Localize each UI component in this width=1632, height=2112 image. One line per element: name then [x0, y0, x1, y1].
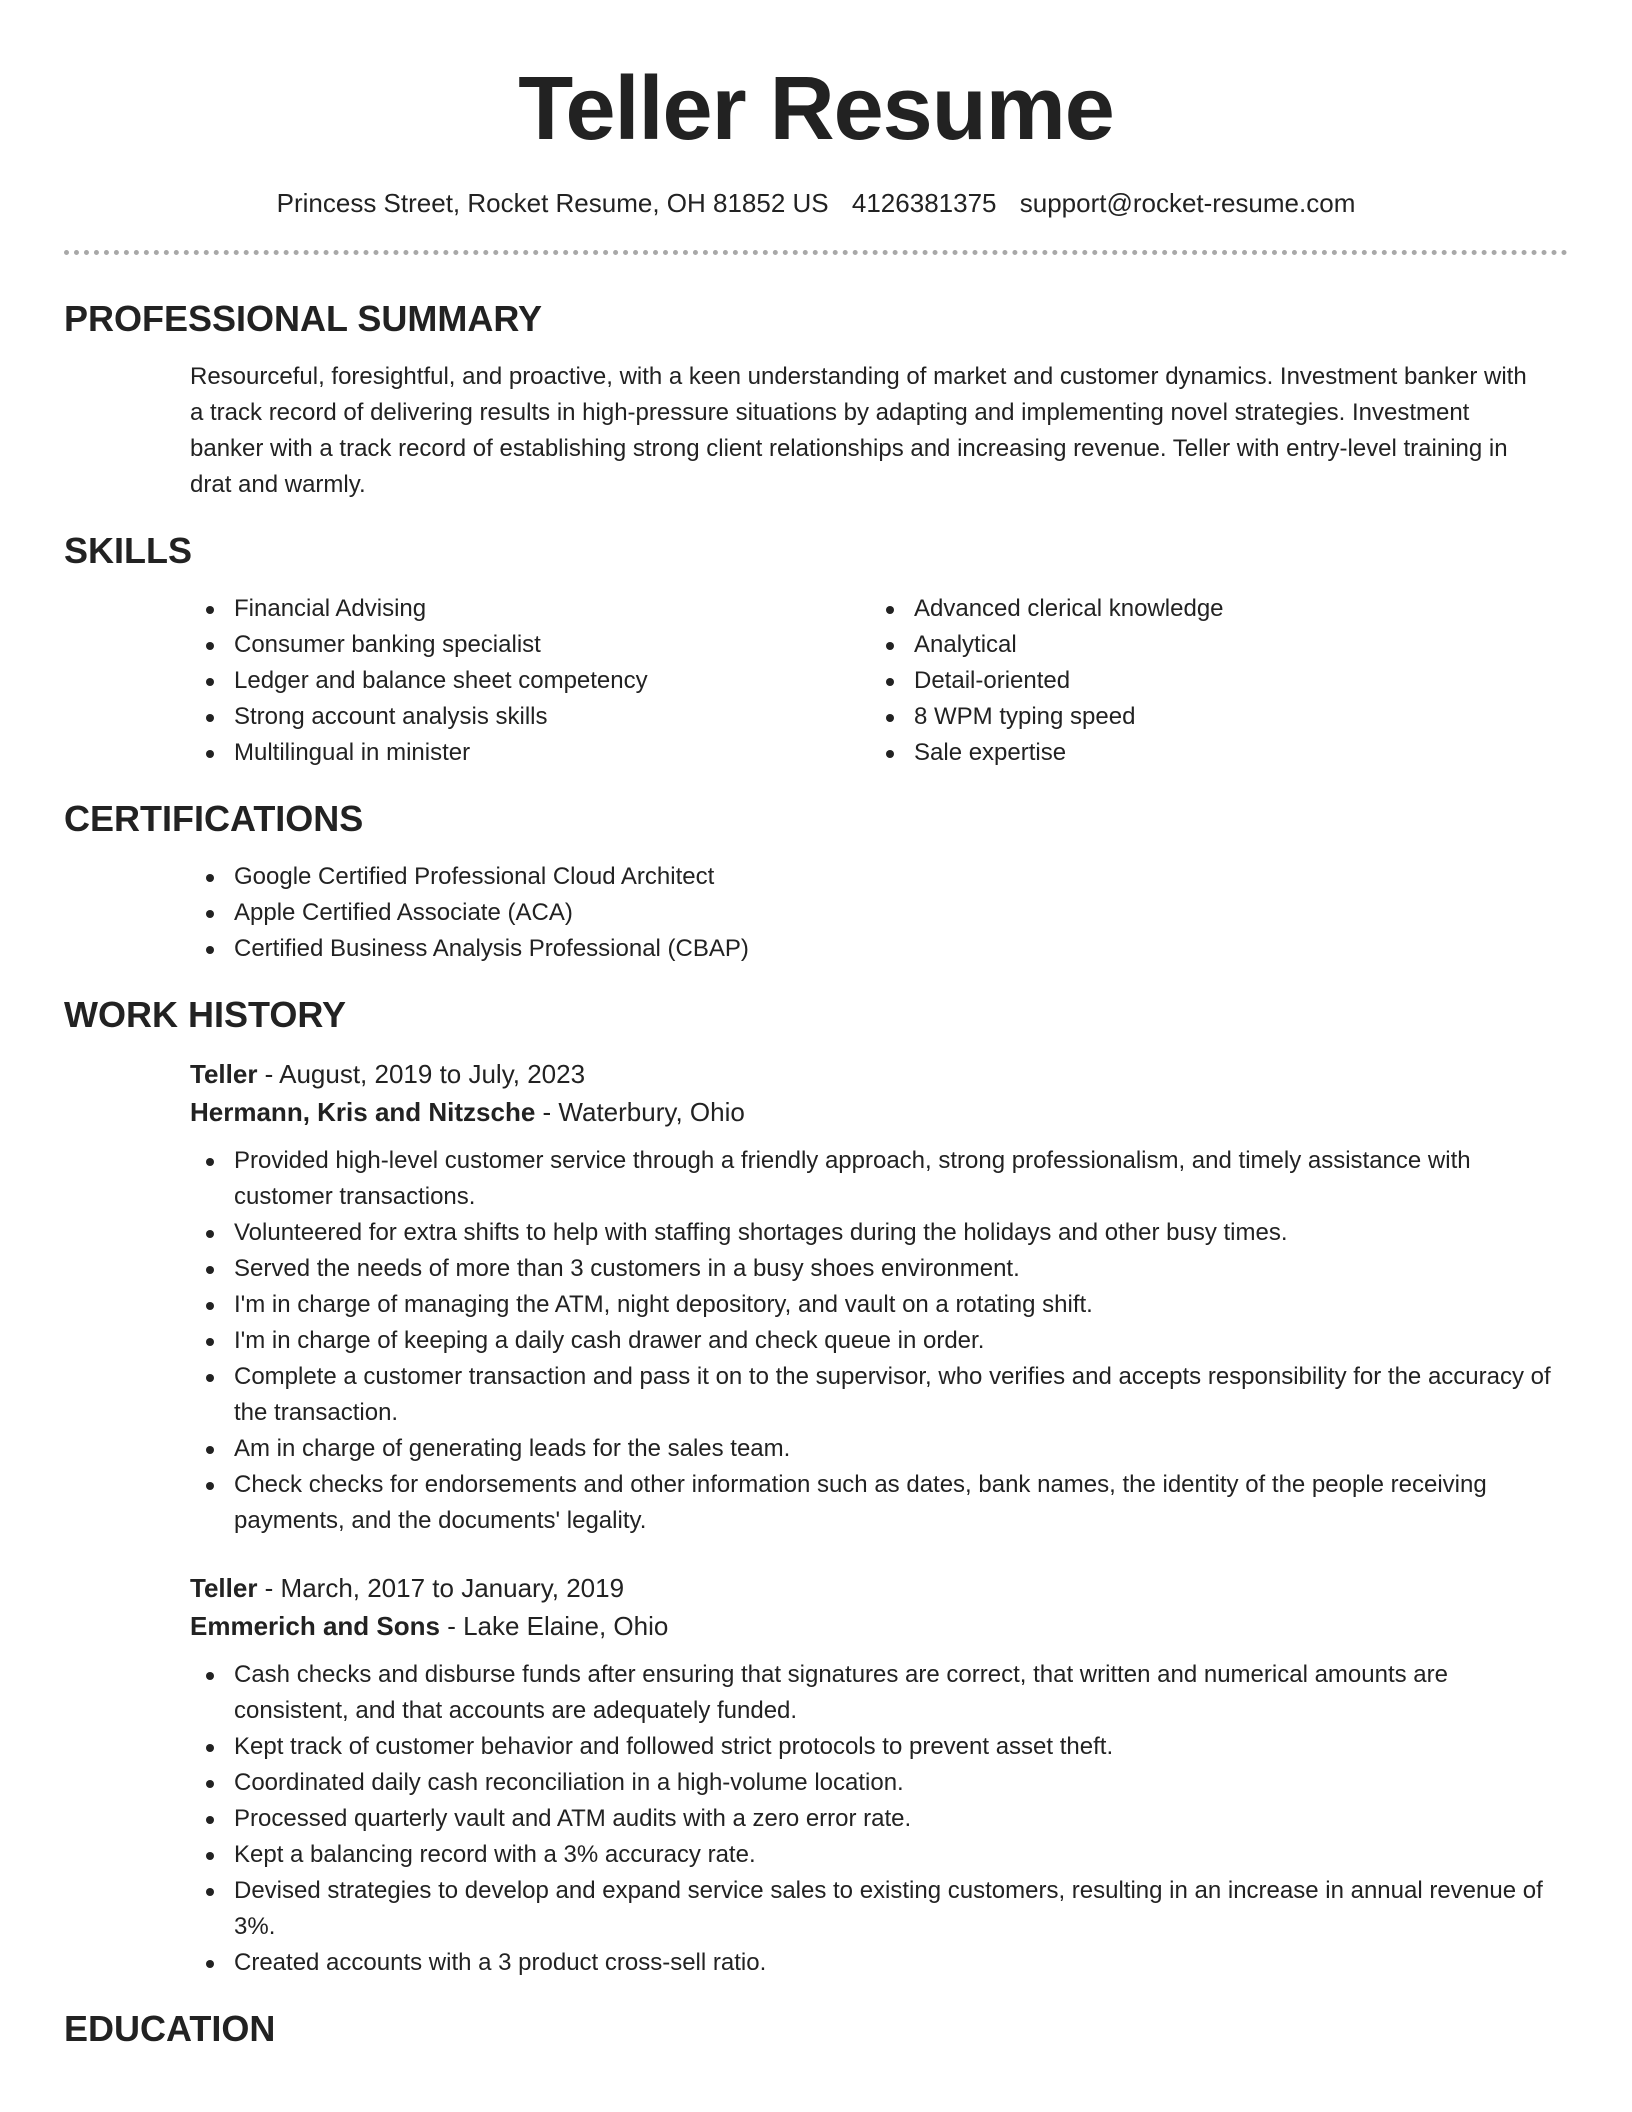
- certification-item: Google Certified Professional Cloud Architect: [190, 859, 1568, 895]
- work-section: [64, 993, 1568, 1981]
- contact-phone: 4126381375: [851, 188, 997, 218]
- job-bullet: Volunteered for extra shifts to help with staffing shortages during the holidays and other busy times.: [190, 1215, 1568, 1251]
- skills-list-left: [190, 591, 870, 771]
- skill-item: Strong account analysis skills: [190, 699, 870, 735]
- contact-address: Princess Street, Rocket Resume, OH 81852 US: [276, 188, 829, 218]
- job-bullet: Kept a balancing record with a 3% accuracy rate.: [190, 1837, 1568, 1873]
- job-entry: [190, 1569, 1568, 1981]
- job-bullet: Processed quarterly vault and ATM audits with a zero error rate.: [190, 1801, 1568, 1837]
- skill-item: Ledger and balance sheet competency: [190, 663, 870, 699]
- skill-item: 8 WPM typing speed: [870, 699, 1550, 735]
- job-title-line: [190, 1055, 1568, 1093]
- job-bullets: [190, 1143, 1568, 1539]
- header-divider: [64, 250, 1568, 255]
- skills-column-right: [870, 591, 1550, 771]
- certifications-body: [190, 859, 1568, 967]
- skill-item: Advanced clerical knowledge: [870, 591, 1550, 627]
- job-bullet: Cash checks and disburse funds after ensuring that signatures are correct, that written and numerical amounts are consistent, and that accounts are adequately funded.: [190, 1657, 1568, 1729]
- certifications-list: [190, 859, 1568, 967]
- skill-item: Analytical: [870, 627, 1550, 663]
- work-heading: WORK HISTORY: [64, 994, 347, 1035]
- contact-email: support@rocket-resume.com: [1019, 188, 1356, 218]
- certification-item: Certified Business Analysis Professional (CBAP): [190, 931, 1568, 967]
- skills-column-left: [190, 591, 870, 771]
- skill-item: Detail-oriented: [870, 663, 1550, 699]
- job-bullet: I'm in charge of keeping a daily cash drawer and check queue in order.: [190, 1323, 1568, 1359]
- job-company: Hermann, Kris and Nitzsche: [190, 1097, 536, 1127]
- job-bullet: Coordinated daily cash reconciliation in a high-volume location.: [190, 1765, 1568, 1801]
- job-bullet: Served the needs of more than 3 customers in a busy shoes environment.: [190, 1251, 1568, 1287]
- skill-item: Consumer banking specialist: [190, 627, 870, 663]
- job-company: Emmerich and Sons: [190, 1611, 440, 1641]
- job-bullet: Kept track of customer behavior and followed strict protocols to prevent asset theft.: [190, 1729, 1568, 1765]
- job-title: Teller: [190, 1059, 258, 1089]
- skills-heading: SKILLS: [64, 530, 193, 571]
- job-title: Teller: [190, 1573, 258, 1603]
- job-title-line: [190, 1569, 1568, 1607]
- skill-item: Sale expertise: [870, 735, 1550, 771]
- certifications-section: [64, 797, 1568, 967]
- job-bullet: Am in charge of generating leads for the sales team.: [190, 1431, 1568, 1467]
- skills-list-right: [870, 591, 1550, 771]
- job-bullets: [190, 1657, 1568, 1981]
- summary-text: Resourceful, foresightful, and proactive, with a keen understanding of market and customer dynamics. Investment banker with a track record of delivering results in high-pressure situations by adapting and implementing novel strategies. Investment banker with a track record of establishing strong client relationships and increasing revenue. Teller with entry-level training in drat and warmly.: [190, 363, 1527, 498]
- summary-section: [64, 297, 1568, 503]
- job-bullet: I'm in charge of managing the ATM, night depository, and vault on a rotating shift.: [190, 1287, 1568, 1323]
- job-company-line: [190, 1093, 1568, 1131]
- skill-item: Multilingual in minister: [190, 735, 870, 771]
- job-dates: - March, 2017 to January, 2019: [257, 1573, 625, 1603]
- job-dates: - August, 2019 to July, 2023: [257, 1059, 586, 1089]
- certifications-heading: CERTIFICATIONS: [64, 798, 364, 839]
- certification-item: Apple Certified Associate (ACA): [190, 895, 1568, 931]
- resume-title: Teller Resume: [518, 59, 1114, 159]
- job-bullet: Created accounts with a 3 product cross-sell ratio.: [190, 1945, 1568, 1981]
- work-body: [190, 1055, 1568, 1981]
- job-company-line: [190, 1607, 1568, 1645]
- job-entry: [190, 1055, 1568, 1539]
- job-location: - Waterbury, Ohio: [535, 1097, 745, 1127]
- skill-item: Financial Advising: [190, 591, 870, 627]
- contact-line: [64, 186, 1568, 220]
- job-bullet: Provided high-level customer service through a friendly approach, strong professionalism, and timely assistance with customer transactions.: [190, 1143, 1568, 1215]
- education-heading: EDUCATION: [64, 2008, 276, 2049]
- resume-page: [64, 0, 1568, 2051]
- skills-grid: [190, 591, 1568, 771]
- education-section: [64, 2007, 1568, 2051]
- job-bullet: Check checks for endorsements and other information such as dates, bank names, the identity of the people receiving payments, and the documents' legality.: [190, 1467, 1568, 1539]
- job-bullet: Devised strategies to develop and expand service sales to existing customers, resulting in an increase in annual revenue of 3%.: [190, 1873, 1568, 1945]
- job-location: - Lake Elaine, Ohio: [439, 1611, 669, 1641]
- skills-section: [64, 529, 1568, 771]
- job-bullet: Complete a customer transaction and pass it on to the supervisor, who verifies and accepts responsibility for the accuracy of the transaction.: [190, 1359, 1568, 1431]
- summary-heading: PROFESSIONAL SUMMARY: [64, 298, 543, 339]
